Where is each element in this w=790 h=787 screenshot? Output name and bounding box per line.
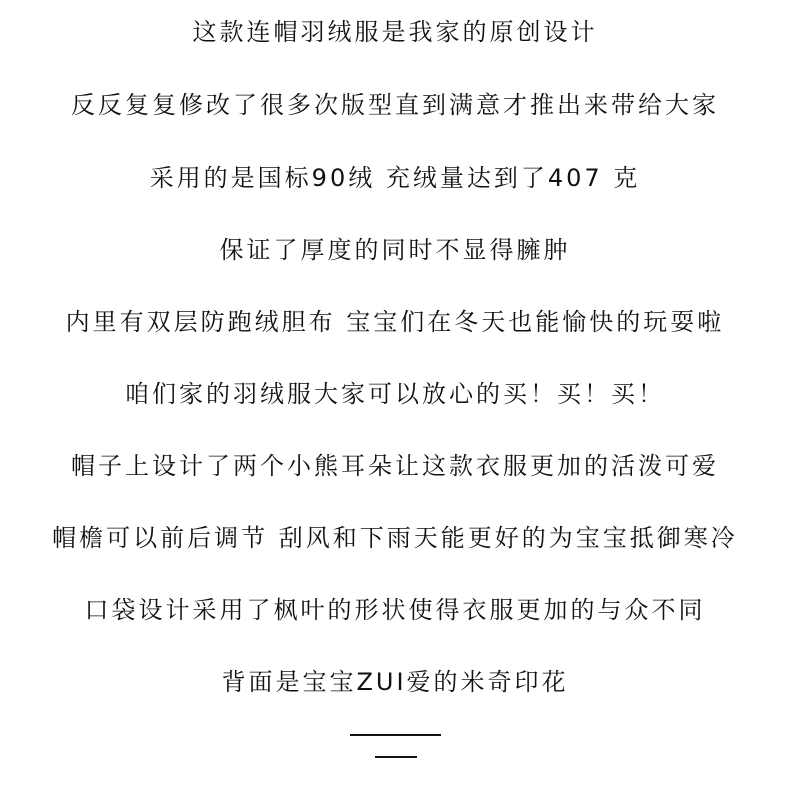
- text-line-revisions: 反反复复修改了很多次版型直到满意才推出来带给大家: [71, 91, 719, 119]
- text-line-thickness: 保证了厚度的同时不显得臃肿: [219, 236, 571, 264]
- text-line-back-print: 背面是宝宝ZUI爱的米奇印花: [221, 668, 569, 696]
- text-line-buy: 咱们家的羽绒服大家可以放心的买！买！买！: [125, 380, 665, 408]
- text-line-lining: 内里有双层防跑绒胆布 宝宝们在冬天也能愉快的玩耍啦: [65, 308, 725, 336]
- divider-line-bottom: [375, 756, 417, 758]
- text-line-down-fill: 采用的是国标90绒 充绒量达到了407 克: [149, 164, 641, 192]
- text-line-design: 这款连帽羽绒服是我家的原创设计: [192, 18, 598, 46]
- divider-line-top: [350, 734, 441, 736]
- text-line-hood-ears: 帽子上设计了两个小熊耳朵让这款衣服更加的活泼可爱: [71, 452, 719, 480]
- text-line-hood-brim: 帽檐可以前后调节 刮风和下雨天能更好的为宝宝抵御寒冷: [52, 524, 738, 552]
- text-line-pocket: 口袋设计采用了枫叶的形状使得衣服更加的与众不同: [84, 596, 706, 624]
